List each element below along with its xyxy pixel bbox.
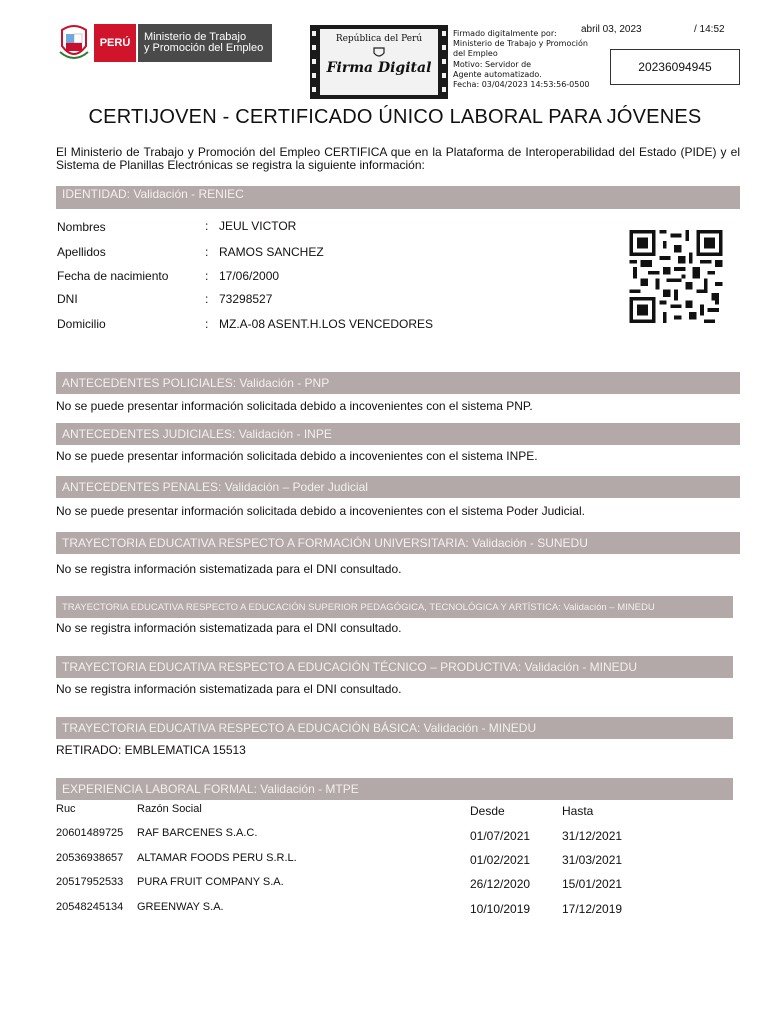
table-cell-desde: 01/07/2021	[470, 829, 531, 843]
coat-of-arms-icon	[56, 22, 92, 64]
table-cell-hasta: 17/12/2019	[562, 902, 623, 916]
table-cell-hasta: 31/12/2021	[562, 829, 623, 843]
signature-line: Fecha: 03/04/2023 14:53:56-0500	[453, 80, 590, 90]
issue-date: abril 03, 2023	[581, 24, 642, 35]
table-cell-razon: PURA FRUIT COMPANY S.A.	[137, 876, 284, 888]
section-header-tecnico: TRAYECTORIA EDUCATIVA RESPECTO A EDUCACIÓN TÉCNICO – PRODUCTIVA: Validación - MINEDU	[56, 656, 733, 678]
section-text-universitaria: No se registra información sistematizada para el DNI consultado.	[56, 562, 402, 576]
label-fecha-nacimiento: Fecha de nacimiento	[57, 269, 169, 283]
signature-line: Agente automatizado.	[453, 69, 542, 79]
intro-paragraph: El Ministerio de Trabajo y Promoción del Empleo CERTIFICA que en la Plataforma de Interoperabilidad del Estado (PIDE) y el Sistema de Planillas Electrónicas se registra la siguiente información:	[56, 145, 740, 172]
signature-line: Ministerio de Trabajo y Promoción	[453, 39, 588, 49]
table-cell-desde: 26/12/2020	[470, 877, 531, 891]
signature-line: Motivo: Servidor de	[453, 59, 532, 69]
firma-signature: Firma Digital	[326, 60, 432, 76]
section-header-superior: TRAYECTORIA EDUCATIVA RESPECTO A EDUCACIÓN SUPERIOR PEDAGÓGICA, TECNOLÓGICA Y ARTÍSTICA: Validación – MINEDU	[56, 596, 733, 618]
table-cell-ruc: 20601489725	[56, 827, 124, 839]
qr-code-icon	[626, 230, 726, 323]
table-cell-hasta: 15/01/2021	[562, 877, 623, 891]
table-cell-ruc: 20517952533	[56, 876, 124, 888]
colon: :	[205, 245, 209, 259]
table-cell-hasta: 31/03/2021	[562, 853, 623, 867]
firma-country: República del Perú	[335, 34, 423, 44]
document-title: CERTIJOVEN - CERTIFICADO ÚNICO LABORAL PARA JÓVENES	[88, 106, 702, 128]
section-header-judiciales: ANTECEDENTES JUDICIALES: Validación - INPE	[56, 423, 740, 445]
colon: :	[205, 292, 209, 306]
ministry-name	[138, 24, 272, 62]
section-text-tecnico: No se registra información sistematizada para el DNI consultado.	[56, 682, 402, 696]
ministry-logo	[56, 22, 272, 64]
table-cell-ruc: 20536938657	[56, 852, 124, 864]
value-fecha-nacimiento: 17/06/2000	[219, 269, 280, 283]
section-header-universitaria: TRAYECTORIA EDUCATIVA RESPECTO A FORMACIÓN UNIVERSITARIA: Validación - SUNEDU	[56, 532, 740, 554]
value-dni: 73298527	[219, 292, 273, 306]
ministry-line-2: y Promoción del Empleo	[144, 42, 264, 54]
ministry-line-1: Ministerio de Trabajo	[144, 31, 247, 43]
signature-line: del Empleo	[453, 49, 498, 59]
column-header-desde: Desde	[470, 804, 505, 818]
section-text-judiciales: No se puede presentar información solicitada debido a incovenientes con el sistema INPE.	[56, 449, 538, 463]
value-domicilio: MZ.A-08 ASENT.H.LOS VENCEDORES	[219, 317, 434, 331]
digital-signature-stamp	[310, 25, 448, 99]
label-apellidos: Apellidos	[57, 245, 106, 259]
label-nombres: Nombres	[57, 220, 106, 234]
section-text-basica: RETIRADO: EMBLEMATICA 15513	[56, 743, 246, 757]
colon: :	[205, 219, 209, 233]
table-cell-razon: GREENWAY S.A.	[137, 901, 224, 913]
section-text-policiales: No se puede presentar información solicitada debido a incovenientes con el sistema PNP.	[56, 399, 533, 413]
value-apellidos: RAMOS SANCHEZ	[219, 245, 324, 259]
shield-icon	[372, 47, 386, 59]
section-header-experiencia: EXPERIENCIA LABORAL FORMAL: Validación - MTPE	[56, 778, 733, 800]
signature-info	[453, 29, 603, 90]
peru-label: PERÚ	[94, 24, 136, 62]
section-header-penales: ANTECEDENTES PENALES: Validación – Poder Judicial	[56, 476, 740, 498]
issue-time: / 14:52	[694, 24, 725, 35]
signature-line: Firmado digitalmente por:	[453, 29, 557, 38]
column-header-hasta: Hasta	[562, 804, 594, 818]
section-header-identity: IDENTIDAD: Validación - RENIEC	[56, 186, 740, 209]
column-header-ruc: Ruc	[56, 803, 76, 815]
colon: :	[205, 269, 209, 283]
section-header-policiales: ANTECEDENTES POLICIALES: Validación - PNP	[56, 372, 740, 394]
table-cell-razon: RAF BARCENES S.A.C.	[137, 827, 258, 839]
table-cell-desde: 10/10/2019	[470, 902, 531, 916]
section-header-basica: TRAYECTORIA EDUCATIVA RESPECTO A EDUCACIÓN BÁSICA: Validación - MINEDU	[56, 717, 733, 739]
section-text-superior: No se registra información sistematizada para el DNI consultado.	[56, 621, 402, 635]
column-header-razon: Razón Social	[137, 803, 202, 815]
colon: :	[205, 317, 209, 331]
label-domicilio: Domicilio	[57, 317, 106, 331]
value-nombres: JEUL VICTOR	[219, 219, 297, 233]
table-cell-ruc: 20548245134	[56, 901, 124, 913]
section-text-penales: No se puede presentar información solicitada debido a incovenientes con el sistema Poder Judicial.	[56, 504, 585, 518]
label-dni: DNI	[57, 292, 78, 306]
certificate-number: 20236094945	[610, 49, 740, 85]
table-cell-desde: 01/02/2021	[470, 853, 531, 867]
table-cell-razon: ALTAMAR FOODS PERU S.R.L.	[137, 852, 297, 864]
